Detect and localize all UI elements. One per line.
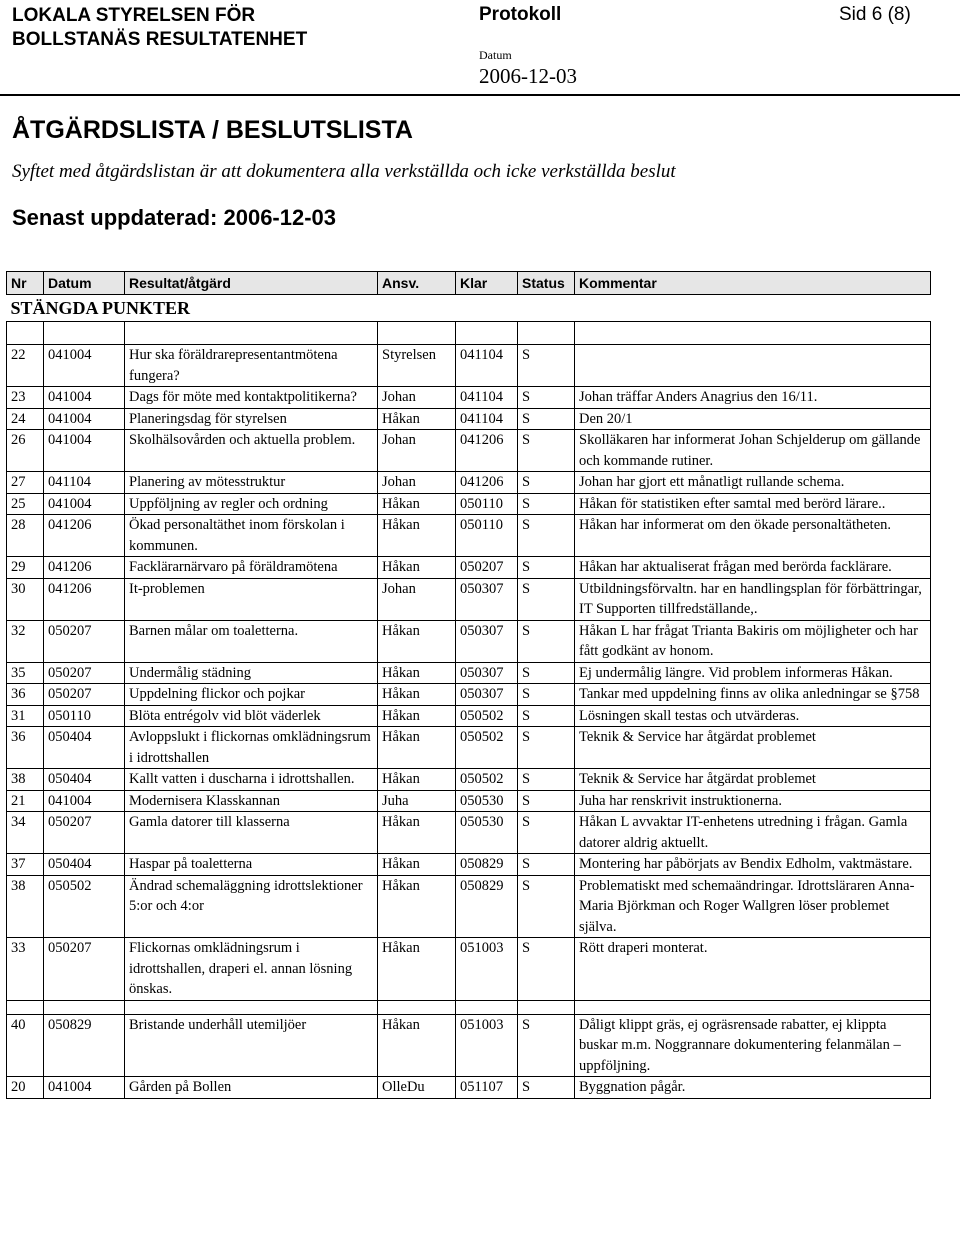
cell-datum: 050207 — [44, 662, 125, 684]
cell-kommentar: Den 20/1 — [575, 408, 931, 430]
cell-klar: 051003 — [456, 938, 518, 1001]
cell-status: S — [518, 662, 575, 684]
table-row — [7, 812, 931, 854]
cell-ansv: OlleDu — [378, 1077, 456, 1099]
cell-klar: 050829 — [456, 875, 518, 938]
document-type: Protokoll — [479, 4, 562, 25]
cell-status: S — [518, 620, 575, 662]
cell-ansv: Håkan — [378, 938, 456, 1001]
table-row — [7, 620, 931, 662]
cell-resultat: Barnen målar om toaletterna. — [125, 620, 378, 662]
cell-kommentar — [575, 345, 931, 387]
table-row — [7, 705, 931, 727]
table-row — [7, 875, 931, 938]
cell-klar: 041206 — [456, 430, 518, 472]
page-subtitle: Syftet med åtgärdslistan är att dokumentera alla verkställda och icke verkställda beslut — [12, 161, 676, 182]
cell-datum: 041004 — [44, 1077, 125, 1099]
blank-row — [7, 322, 931, 345]
cell-kommentar: Ej undermålig längre. Vid problem informeras Håkan. — [575, 662, 931, 684]
cell-resultat: Gården på Bollen — [125, 1077, 378, 1099]
column-header-kommentar: Kommentar — [575, 272, 931, 295]
cell-ansv: Håkan — [378, 684, 456, 706]
cell-status: S — [518, 578, 575, 620]
last-updated: Senast uppdaterad: 2006-12-03 — [12, 205, 337, 230]
table-row — [7, 408, 931, 430]
cell-resultat: Planeringsdag för styrelsen — [125, 408, 378, 430]
cell-nr: 21 — [7, 790, 44, 812]
cell-status: S — [518, 769, 575, 791]
organization-name — [12, 4, 307, 52]
cell-nr: 27 — [7, 472, 44, 494]
cell-datum: 041206 — [44, 557, 125, 579]
cell-status: S — [518, 938, 575, 1001]
column-header-status: Status — [518, 272, 575, 295]
cell-ansv: Håkan — [378, 769, 456, 791]
cell-kommentar: Håkan har informerat om den ökade personaltätheten. — [575, 515, 931, 557]
cell-resultat: It-problemen — [125, 578, 378, 620]
section-row — [7, 295, 931, 322]
cell-status: S — [518, 684, 575, 706]
cell-resultat: Undermålig städning — [125, 662, 378, 684]
cell-klar: 050530 — [456, 812, 518, 854]
cell-status: S — [518, 812, 575, 854]
cell-datum: 050207 — [44, 620, 125, 662]
cell-resultat: Dags för möte med kontaktpolitikerna? — [125, 387, 378, 409]
table-row — [7, 387, 931, 409]
cell-klar: 050829 — [456, 854, 518, 876]
cell-kommentar: Teknik & Service har åtgärdat problemet — [575, 727, 931, 769]
cell-kommentar: Montering har påbörjats av Bendix Edholm, vaktmästare. — [575, 854, 931, 876]
cell-status: S — [518, 557, 575, 579]
cell-status: S — [518, 705, 575, 727]
cell-status: S — [518, 854, 575, 876]
cell-klar: 050307 — [456, 620, 518, 662]
cell-resultat: Haspar på toaletterna — [125, 854, 378, 876]
cell-nr: 36 — [7, 684, 44, 706]
cell-klar: 050530 — [456, 790, 518, 812]
cell-kommentar: Rött draperi monterat. — [575, 938, 931, 1001]
page-number: Sid 6 (8) — [839, 4, 911, 25]
cell-status: S — [518, 1077, 575, 1099]
cell-nr: 34 — [7, 812, 44, 854]
cell-nr: 37 — [7, 854, 44, 876]
cell-ansv: Johan — [378, 387, 456, 409]
cell-kommentar: Lösningen skall testas och utvärderas. — [575, 705, 931, 727]
table-row — [7, 1077, 931, 1099]
cell-kommentar: Håkan har aktualiserat frågan med berörda facklärare. — [575, 557, 931, 579]
cell-ansv: Håkan — [378, 812, 456, 854]
cell-nr: 40 — [7, 1014, 44, 1077]
cell-klar: 050307 — [456, 578, 518, 620]
cell-status: S — [518, 790, 575, 812]
organization-line-1: LOKALA STYRELSEN FÖR — [12, 5, 256, 26]
cell-resultat: Modernisera Klasskannan — [125, 790, 378, 812]
cell-ansv: Håkan — [378, 875, 456, 938]
cell-datum: 050404 — [44, 769, 125, 791]
cell-resultat: Bristande underhåll utemiljöer — [125, 1014, 378, 1077]
column-header-nr: Nr — [7, 272, 44, 295]
table-row — [7, 854, 931, 876]
cell-ansv: Håkan — [378, 620, 456, 662]
cell-status: S — [518, 472, 575, 494]
cell-klar: 041206 — [456, 472, 518, 494]
cell-klar: 050502 — [456, 727, 518, 769]
cell-nr: 30 — [7, 578, 44, 620]
cell-datum: 041206 — [44, 515, 125, 557]
cell-nr: 38 — [7, 875, 44, 938]
table-row — [7, 938, 931, 1001]
cell-nr: 35 — [7, 662, 44, 684]
cell-kommentar: Håkan L har frågat Trianta Bakiris om möjligheter och har fått godkänt av honom. — [575, 620, 931, 662]
document-date: 2006-12-03 — [479, 64, 577, 88]
cell-datum: 050404 — [44, 854, 125, 876]
table-row — [7, 790, 931, 812]
table-row — [7, 662, 931, 684]
table-row — [7, 430, 931, 472]
cell-nr: 25 — [7, 493, 44, 515]
table-row — [7, 769, 931, 791]
cell-datum: 041004 — [44, 790, 125, 812]
cell-klar: 050110 — [456, 493, 518, 515]
column-header-datum: Datum — [44, 272, 125, 295]
cell-ansv: Håkan — [378, 727, 456, 769]
cell-kommentar: Juha har renskrivit instruktionerna. — [575, 790, 931, 812]
cell-datum: 041004 — [44, 430, 125, 472]
cell-nr: 32 — [7, 620, 44, 662]
cell-nr: 22 — [7, 345, 44, 387]
cell-kommentar: Håkan L avvaktar IT-enhetens utredning i frågan. Gamla datorer aldrig aktuellt. — [575, 812, 931, 854]
table-row — [7, 515, 931, 557]
cell-ansv: Håkan — [378, 1014, 456, 1077]
table-row — [7, 493, 931, 515]
action-list-table — [6, 271, 931, 1099]
cell-nr: 23 — [7, 387, 44, 409]
cell-ansv: Håkan — [378, 515, 456, 557]
cell-status: S — [518, 727, 575, 769]
cell-klar: 050502 — [456, 769, 518, 791]
cell-resultat: Flickornas omklädningsrum i idrottshallen, draperi el. annan lösning önskas. — [125, 938, 378, 1001]
cell-ansv: Juha — [378, 790, 456, 812]
cell-kommentar: Tankar med uppdelning finns av olika anledningar se §758 — [575, 684, 931, 706]
cell-datum: 041206 — [44, 578, 125, 620]
cell-kommentar: Teknik & Service har åtgärdat problemet — [575, 769, 931, 791]
cell-resultat: Uppföljning av regler och ordning — [125, 493, 378, 515]
column-header-resultat: Resultat/åtgärd — [125, 272, 378, 295]
cell-klar: 050307 — [456, 684, 518, 706]
blank-row — [7, 1000, 931, 1014]
table-header-row — [7, 272, 931, 295]
table-row — [7, 727, 931, 769]
cell-kommentar: Dåligt klippt gräs, ej ogräsrensade rabatter, ej klippta buskar m.m. Noggrannare dokumentering felanmälan – uppföljning. — [575, 1014, 931, 1077]
cell-klar: 050307 — [456, 662, 518, 684]
cell-nr: 20 — [7, 1077, 44, 1099]
cell-datum: 050207 — [44, 812, 125, 854]
cell-resultat: Uppdelning flickor och pojkar — [125, 684, 378, 706]
cell-datum: 041004 — [44, 493, 125, 515]
cell-nr: 38 — [7, 769, 44, 791]
cell-status: S — [518, 1014, 575, 1077]
cell-status: S — [518, 493, 575, 515]
cell-ansv: Johan — [378, 430, 456, 472]
cell-kommentar: Utbildningsförvaltn. har en handlingsplan för förbättringar, IT Supporten tillfredställande,. — [575, 578, 931, 620]
table-row — [7, 1014, 931, 1077]
cell-resultat: Hur ska föräldrarepresentantmötena fungera? — [125, 345, 378, 387]
cell-datum: 041004 — [44, 345, 125, 387]
cell-kommentar: Byggnation pågår. — [575, 1077, 931, 1099]
cell-ansv: Håkan — [378, 854, 456, 876]
cell-datum: 041004 — [44, 408, 125, 430]
cell-datum: 050207 — [44, 684, 125, 706]
cell-klar: 041104 — [456, 345, 518, 387]
cell-ansv: Håkan — [378, 662, 456, 684]
cell-datum: 041004 — [44, 387, 125, 409]
cell-ansv: Styrelsen — [378, 345, 456, 387]
cell-kommentar: Johan har gjort ett månatligt rullande schema. — [575, 472, 931, 494]
cell-datum: 050502 — [44, 875, 125, 938]
section-label: STÄNGDA PUNKTER — [7, 295, 931, 322]
cell-status: S — [518, 515, 575, 557]
cell-kommentar: Skolläkaren har informerat Johan Schjelderup om gällande och kommande rutiner. — [575, 430, 931, 472]
cell-kommentar: Håkan för statistiken efter samtal med berörd lärare.. — [575, 493, 931, 515]
cell-kommentar: Johan träffar Anders Anagrius den 16/11. — [575, 387, 931, 409]
cell-resultat: Ändrad schemaläggning idrottslektioner 5:or och 4:or — [125, 875, 378, 938]
cell-ansv: Håkan — [378, 705, 456, 727]
cell-resultat: Facklärarnärvaro på föräldramötena — [125, 557, 378, 579]
cell-resultat: Avloppslukt i flickornas omklädningsrum i idrottshallen — [125, 727, 378, 769]
cell-ansv: Håkan — [378, 408, 456, 430]
cell-klar: 050502 — [456, 705, 518, 727]
table-row — [7, 345, 931, 387]
column-header-ansv: Ansv. — [378, 272, 456, 295]
cell-ansv: Håkan — [378, 493, 456, 515]
cell-ansv: Håkan — [378, 557, 456, 579]
cell-nr: 24 — [7, 408, 44, 430]
cell-klar: 041104 — [456, 387, 518, 409]
cell-datum: 041104 — [44, 472, 125, 494]
cell-kommentar: Problematiskt med schemaändringar. Idrottsläraren Anna-Maria Björkman och Roger Wallgren löser problemet själva. — [575, 875, 931, 938]
date-label: Datum — [479, 48, 512, 62]
table-row — [7, 472, 931, 494]
cell-resultat: Planering av mötesstruktur — [125, 472, 378, 494]
cell-resultat: Blöta entrégolv vid blöt väderlek — [125, 705, 378, 727]
cell-resultat: Skolhälsovården och aktuella problem. — [125, 430, 378, 472]
cell-nr: 28 — [7, 515, 44, 557]
cell-nr: 31 — [7, 705, 44, 727]
organization-line-2: BOLLSTANÄS RESULTATENHET — [12, 29, 308, 50]
cell-klar: 041104 — [456, 408, 518, 430]
cell-datum: 050404 — [44, 727, 125, 769]
cell-status: S — [518, 345, 575, 387]
cell-nr: 36 — [7, 727, 44, 769]
cell-ansv: Johan — [378, 578, 456, 620]
cell-ansv: Johan — [378, 472, 456, 494]
cell-klar: 051107 — [456, 1077, 518, 1099]
table-row — [7, 578, 931, 620]
cell-status: S — [518, 430, 575, 472]
cell-resultat: Ökad personaltäthet inom förskolan i kommunen. — [125, 515, 378, 557]
cell-status: S — [518, 387, 575, 409]
cell-resultat: Kallt vatten i duscharna i idrottshallen. — [125, 769, 378, 791]
page-title: ÅTGÄRDSLISTA / BESLUTSLISTA — [12, 116, 413, 144]
cell-nr: 26 — [7, 430, 44, 472]
cell-klar: 050207 — [456, 557, 518, 579]
cell-datum: 050110 — [44, 705, 125, 727]
cell-status: S — [518, 408, 575, 430]
table-row — [7, 557, 931, 579]
header-divider — [0, 94, 960, 96]
cell-resultat: Gamla datorer till klasserna — [125, 812, 378, 854]
cell-datum: 050829 — [44, 1014, 125, 1077]
cell-nr: 33 — [7, 938, 44, 1001]
cell-klar: 050110 — [456, 515, 518, 557]
cell-status: S — [518, 875, 575, 938]
column-header-klar: Klar — [456, 272, 518, 295]
cell-datum: 050207 — [44, 938, 125, 1001]
cell-nr: 29 — [7, 557, 44, 579]
cell-klar: 051003 — [456, 1014, 518, 1077]
table-row — [7, 684, 931, 706]
